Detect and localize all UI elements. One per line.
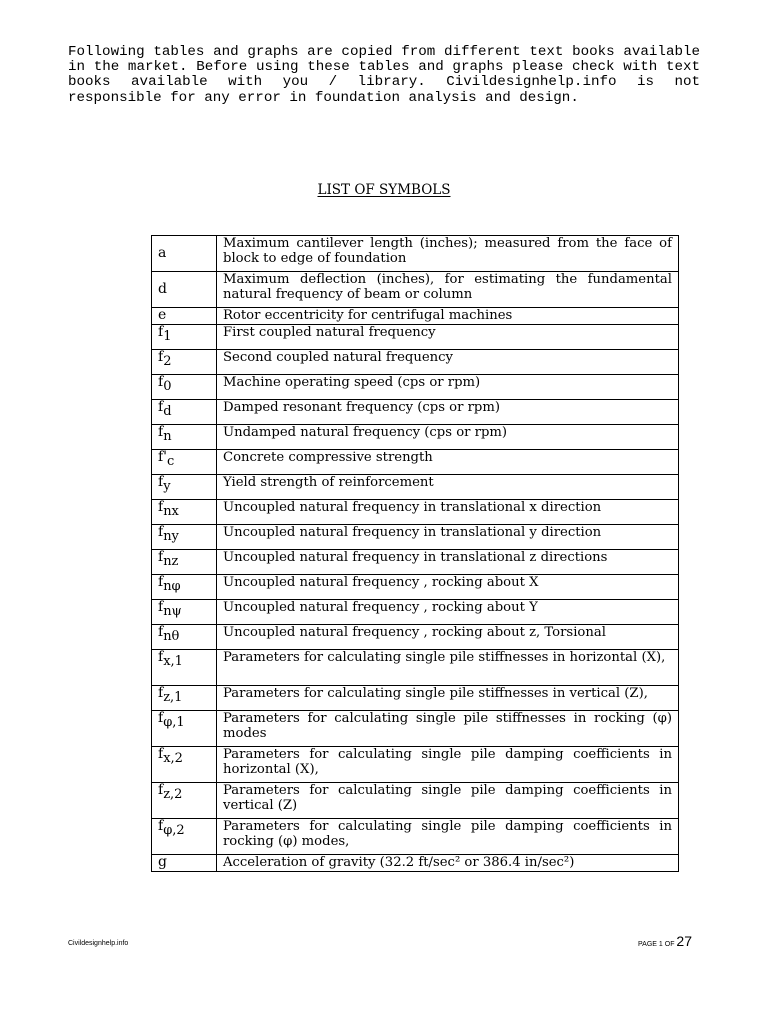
symbol-subscript: z,2 bbox=[163, 787, 183, 802]
symbol-description: Parameters for calculating single pile damping coefficients in vertical (Z) bbox=[217, 783, 679, 819]
symbol-cell bbox=[152, 686, 217, 711]
symbol-cell bbox=[152, 425, 217, 450]
symbol-base: f bbox=[158, 499, 164, 515]
symbol-cell bbox=[152, 625, 217, 650]
symbol-description: Maximum cantilever length (inches); measured from the face of block to edge of foundation bbox=[217, 236, 679, 272]
symbol-base: f bbox=[158, 424, 164, 440]
symbol-description: Yield strength of reinforcement bbox=[217, 475, 679, 500]
symbol-cell bbox=[152, 475, 217, 500]
symbol-cell bbox=[152, 375, 217, 400]
symbol-cell bbox=[152, 783, 217, 819]
symbol-row bbox=[152, 450, 679, 475]
symbol-base: f bbox=[158, 549, 164, 565]
symbol-cell bbox=[152, 855, 217, 872]
symbol-description: Maximum deflection (inches), for estimating the fundamental natural frequency of beam or column bbox=[217, 272, 679, 308]
symbol-description: Parameters for calculating single pile stiffnesses in vertical (Z), bbox=[217, 686, 679, 711]
symbol-base: f bbox=[158, 782, 164, 798]
symbols-table bbox=[151, 235, 679, 872]
symbol-cell bbox=[152, 575, 217, 600]
symbol-description: Parameters for calculating single pile stiffnesses in rocking (φ) modes bbox=[217, 711, 679, 747]
symbol-row bbox=[152, 500, 679, 525]
symbol-base: f bbox=[158, 818, 164, 834]
symbol-row bbox=[152, 236, 679, 272]
symbol-row bbox=[152, 272, 679, 308]
symbol-cell bbox=[152, 308, 217, 325]
symbol-base: f' bbox=[158, 449, 168, 465]
symbol-base: f bbox=[158, 710, 164, 726]
symbol-cell bbox=[152, 525, 217, 550]
symbol-description: Acceleration of gravity (32.2 ft/sec² or 386.4 in/sec²) bbox=[217, 855, 679, 872]
symbol-base: f bbox=[158, 624, 164, 640]
symbol-cell bbox=[152, 711, 217, 747]
symbol-row bbox=[152, 686, 679, 711]
symbol-description: Damped resonant frequency (cps or rpm) bbox=[217, 400, 679, 425]
symbol-cell bbox=[152, 819, 217, 855]
symbol-subscript: 1 bbox=[163, 329, 172, 344]
symbol-row bbox=[152, 650, 679, 686]
symbol-subscript: c bbox=[167, 454, 175, 469]
symbol-description: Second coupled natural frequency bbox=[217, 350, 679, 375]
symbol-cell bbox=[152, 325, 217, 350]
symbol-base: d bbox=[158, 281, 167, 297]
symbols-table-body bbox=[152, 236, 679, 872]
symbol-subscript: n bbox=[163, 429, 172, 444]
symbol-row bbox=[152, 747, 679, 783]
symbol-cell bbox=[152, 747, 217, 783]
symbol-cell bbox=[152, 550, 217, 575]
symbol-subscript: nz bbox=[163, 554, 179, 569]
symbol-description: Uncoupled natural frequency in translational x direction bbox=[217, 500, 679, 525]
symbol-base: f bbox=[158, 574, 164, 590]
symbol-base: f bbox=[158, 524, 164, 540]
symbol-base: g bbox=[158, 854, 167, 870]
symbol-cell bbox=[152, 272, 217, 308]
symbol-row bbox=[152, 375, 679, 400]
symbol-base: f bbox=[158, 374, 164, 390]
disclaimer-paragraph: Following tables and graphs are copied from different text books available in the market. Before using these tables and graphs please check with text books available with you / library. Civildesignhelp.info is not responsible for any error in foundation analysis and design. bbox=[68, 44, 700, 106]
symbol-row bbox=[152, 525, 679, 550]
list-of-symbols-title: LIST OF SYMBOLS bbox=[317, 182, 451, 198]
symbol-cell bbox=[152, 600, 217, 625]
symbol-row bbox=[152, 855, 679, 872]
symbol-base: f bbox=[158, 399, 164, 415]
symbol-description: Undamped natural frequency (cps or rpm) bbox=[217, 425, 679, 450]
symbol-base: f bbox=[158, 649, 164, 665]
symbol-subscript: nψ bbox=[163, 604, 182, 619]
symbol-subscript: z,1 bbox=[163, 690, 183, 705]
symbol-description: First coupled natural frequency bbox=[217, 325, 679, 350]
symbol-subscript: 2 bbox=[163, 354, 172, 369]
symbol-row bbox=[152, 550, 679, 575]
symbol-row bbox=[152, 625, 679, 650]
symbol-base: f bbox=[158, 324, 164, 340]
symbol-subscript: nφ bbox=[163, 579, 181, 594]
symbol-subscript: x,1 bbox=[163, 654, 183, 669]
symbol-subscript: d bbox=[163, 404, 172, 419]
page-prefix: PAGE 1 OF bbox=[638, 941, 675, 948]
symbol-row bbox=[152, 400, 679, 425]
symbol-base: f bbox=[158, 349, 164, 365]
symbol-row bbox=[152, 325, 679, 350]
symbol-row bbox=[152, 350, 679, 375]
symbol-row bbox=[152, 783, 679, 819]
footer-page-number bbox=[638, 933, 692, 949]
symbol-subscript: φ,2 bbox=[163, 823, 185, 838]
symbol-description: Uncoupled natural frequency , rocking about Y bbox=[217, 600, 679, 625]
symbol-row bbox=[152, 575, 679, 600]
symbol-subscript: x,2 bbox=[163, 751, 183, 766]
symbol-base: f bbox=[158, 685, 164, 701]
footer-site: Civildesignhelp.info bbox=[68, 940, 129, 947]
symbol-row bbox=[152, 425, 679, 450]
symbol-cell bbox=[152, 650, 217, 686]
symbol-row bbox=[152, 819, 679, 855]
symbol-base: f bbox=[158, 474, 164, 490]
symbol-cell bbox=[152, 400, 217, 425]
symbol-subscript: nθ bbox=[163, 629, 180, 644]
symbol-description: Parameters for calculating single pile stiffnesses in horizontal (X), bbox=[217, 650, 679, 686]
symbol-description: Rotor eccentricity for centrifugal machines bbox=[217, 308, 679, 325]
symbol-subscript: φ,1 bbox=[163, 715, 185, 730]
symbol-base: f bbox=[158, 746, 164, 762]
symbol-description: Parameters for calculating single pile damping coefficients in horizontal (X), bbox=[217, 747, 679, 783]
list-of-symbols-heading bbox=[0, 182, 768, 198]
symbol-description: Machine operating speed (cps or rpm) bbox=[217, 375, 679, 400]
symbol-cell bbox=[152, 350, 217, 375]
symbol-cell bbox=[152, 236, 217, 272]
symbol-row bbox=[152, 711, 679, 747]
symbol-description: Uncoupled natural frequency , rocking about X bbox=[217, 575, 679, 600]
symbol-description: Uncoupled natural frequency in translational z directions bbox=[217, 550, 679, 575]
symbol-subscript: nx bbox=[163, 504, 179, 519]
symbol-row bbox=[152, 475, 679, 500]
symbol-base: f bbox=[158, 599, 164, 615]
symbol-cell bbox=[152, 450, 217, 475]
page-total: 27 bbox=[676, 933, 692, 949]
symbol-description: Concrete compressive strength bbox=[217, 450, 679, 475]
symbol-base: a bbox=[158, 245, 167, 261]
symbol-subscript: ny bbox=[163, 529, 179, 544]
symbol-base: e bbox=[158, 307, 167, 323]
symbol-cell bbox=[152, 500, 217, 525]
symbol-subscript: y bbox=[163, 479, 171, 494]
symbol-description: Parameters for calculating single pile damping coefficients in rocking (φ) modes, bbox=[217, 819, 679, 855]
symbol-description: Uncoupled natural frequency in translational y direction bbox=[217, 525, 679, 550]
symbol-row bbox=[152, 600, 679, 625]
symbol-row bbox=[152, 308, 679, 325]
symbol-description: Uncoupled natural frequency , rocking about z, Torsional bbox=[217, 625, 679, 650]
symbol-subscript: 0 bbox=[163, 379, 172, 394]
